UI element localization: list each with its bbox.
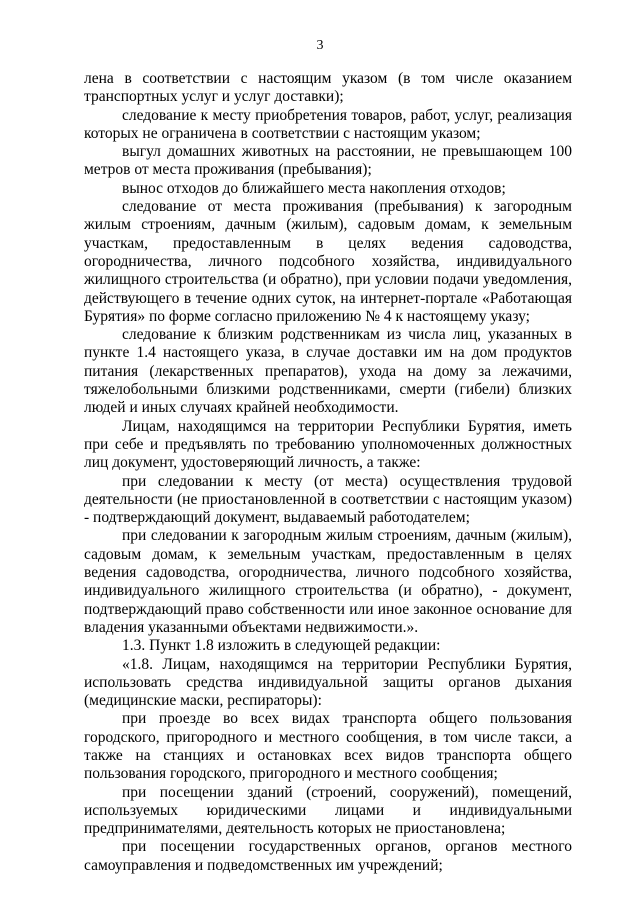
paragraph: при посещении зданий (строений, сооружений), помещений, используемых юридическими лицами и индивидуальными предпринимателями, деятельность которых не приостановлена; [84,783,572,838]
document-body [84,70,572,875]
paragraph: вынос отходов до ближайшего места накопления отходов; [122,179,506,197]
page-number: 3 [316,38,324,53]
paragraph: следование к близким родственникам из числа лиц, указанных в пункте 1.4 настоящего указа, в случае доставки им на дом продуктов питания (лекарственных препаратов), ухода на дому за лежачими, тяжелобольными близкими родственниками, смерти (гибели) близких людей и иных случаях крайней необходимости. [84,326,572,417]
paragraph: при посещении государственных органов, органов местного самоуправления и подведомственных им учреждений; [84,838,572,874]
paragraph: выгул домашних животных на расстоянии, не превышающем 100 метров от места проживания (пребывания); [84,143,572,179]
paragraph: при следовании к загородным жилым строениям, дачным (жилым), садовым домам, к земельным участкам, предоставленным в целях ведения садоводства, огородничества, личного подсобного хозяйства, индивидуального жилищного строительства (и обратно), - документ, подтверждающий право собственности или иное законное основание для владения указанными объектами недвижимости.». [84,527,572,636]
paragraph: при следовании к месту (от места) осуществления трудовой деятельности (не приостановленной в соответствии с настоящим указом) - подтверждающий документ, выдаваемый работодателем; [84,472,572,527]
paragraph: следование к месту приобретения товаров, работ, услуг, реализация которых не ограничена в соответствии с настоящим указом; [84,106,572,142]
paragraph: «1.8. Лицам, находящимся на территории Республики Бурятия, использовать средства индивидуальной защиты органов дыхания (медицинские маски, респираторы): [84,655,572,710]
paragraph: следование от места проживания (пребывания) к загородным жилым строениям, дачным (жилым), садовым домам, к земельным участкам, предоставленным в целях ведения садоводства, огородничества, личного подсобного хозяйства, индивидуального жилищного строительства (и обратно), при условии подачи уведомления, действующего в течение одних суток, на интернет-портале «Работающая Бурятия» по форме согласно приложению № 4 к настоящему указу; [84,198,572,325]
paragraph: при проезде во всех видах транспорта общего пользования городского, пригородного и местного сообщения, в том числе такси, а также на станциях и остановках всех видов транспорта общего пользования городского, пригородного и местного сообщения; [84,710,572,783]
paragraph: лена в соответствии с настоящим указом (в том числе оказанием транспортных услуг и услуг доставки); [84,70,572,106]
paragraph: 1.3. Пункт 1.8 изложить в следующей редакции: [122,637,441,655]
paragraph: Лицам, находящимся на территории Республики Бурятия, иметь при себе и предъявлять по требованию уполномоченных должностных лиц документ, удостоверяющий личность, а также: [84,417,572,472]
